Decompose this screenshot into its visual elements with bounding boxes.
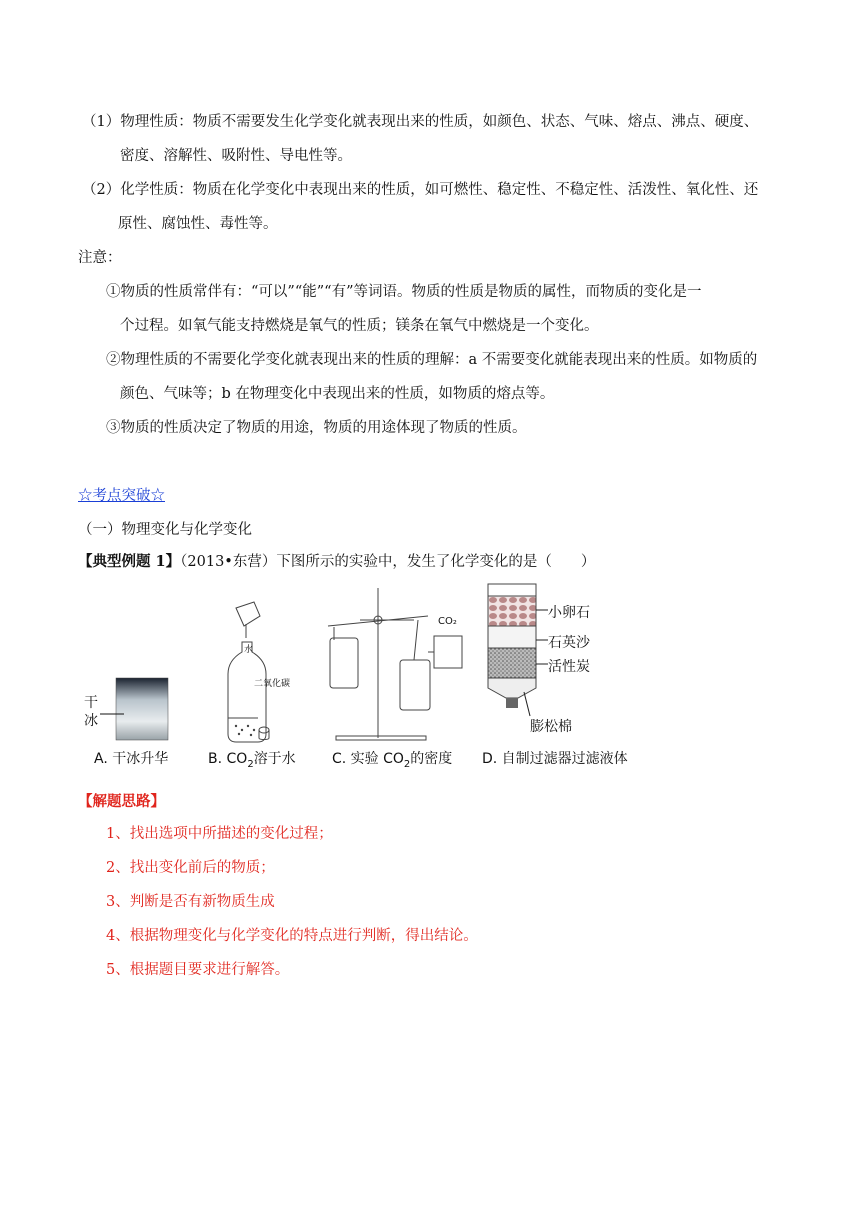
property-chemical-line2: 原性、腐蚀性、毒性等。 <box>118 216 278 232</box>
caption-d: D. 自制过滤器过滤液体 <box>482 751 628 767</box>
caption-b <box>208 748 296 770</box>
panel-c-balance <box>328 588 462 740</box>
caption-b-sub: 2 <box>247 758 254 770</box>
filter-layer-sand: 石英沙 <box>548 635 590 651</box>
panel-b-bottle <box>228 602 269 742</box>
note-3: ③物质的性质决定了物质的用途，物质的用途体现了物质的性质。 <box>106 420 527 436</box>
note-1-line1: ①物质的性质常伴有：“可以”“能”“有”等词语。物质的性质是物质的属性，而物质的变化是一 <box>106 284 702 300</box>
solution-title: 【解题思路】 <box>78 793 165 810</box>
example-label: 【典型例题 1】 <box>78 553 181 570</box>
panel-b-gas-label: 二氧化碳 <box>254 679 291 689</box>
property-physical-line1: （1）物理性质：物质不需要发生化学变化就表现出来的性质，如颜色、状态、气味、熔点、沸点、硬度、 <box>82 114 759 130</box>
panel-a-label-bottom: 冰 <box>84 713 98 729</box>
note-2-line1: ②物理性质的不需要化学变化就表现出来的性质的理解：a 不需要变化就能表现出来的性质。如物质的 <box>106 352 758 368</box>
note-1-line2: 个过程。如氧气能支持燃烧是氧气的性质；镁条在氧气中燃烧是一个变化。 <box>120 318 599 334</box>
experiment-figure <box>78 580 678 770</box>
caption-c-prefix: C. 实验 CO <box>332 751 404 767</box>
solution-step-3: 3、判断是否有新物质生成 <box>106 894 275 910</box>
panel-c-gas-label: CO₂ <box>438 616 457 627</box>
section-link[interactable]: ☆考点突破☆ <box>78 488 165 504</box>
caption-a: A. 干冰升华 <box>94 751 169 767</box>
filter-layer-pebbles: 小卵石 <box>548 605 590 621</box>
panel-a-label-top: 干 <box>84 695 98 711</box>
solution-step-2: 2、找出变化前后的物质； <box>106 860 275 876</box>
caption-c-suffix: 的密度 <box>410 751 453 767</box>
filter-layer-cotton: 膨松棉 <box>530 719 572 735</box>
caption-b-prefix: B. CO <box>208 751 248 767</box>
example-question <box>78 550 595 571</box>
example-text: （2013•东营）下图所示的实验中，发生了化学变化的是（ ） <box>180 554 596 570</box>
caption-c-sub: 2 <box>403 758 411 770</box>
solution-step-1: 1、找出选项中所描述的变化过程； <box>106 826 333 842</box>
property-chemical-line1: （2）化学性质：物质在化学变化中表现出来的性质，如可燃性、稳定性、不稳定性、活泼性、氧化性、还 <box>82 182 759 198</box>
panel-d-filter <box>488 584 548 716</box>
note-title: 注意： <box>78 250 122 266</box>
solution-step-4: 4、根据物理变化与化学变化的特点进行判断，得出结论。 <box>106 928 478 944</box>
caption-b-suffix: 溶于水 <box>253 751 296 767</box>
filter-layer-carbon: 活性炭 <box>548 659 590 675</box>
caption-c <box>332 748 452 770</box>
property-physical-line2: 密度、溶解性、吸附性、导电性等。 <box>120 148 352 164</box>
panel-a-dry-ice <box>100 678 168 740</box>
panel-b-water-label: 水 <box>244 645 254 655</box>
subsection-title: （一）物理变化与化学变化 <box>78 522 252 538</box>
note-2-line2: 颜色、气味等；b 在物理变化中表现出来的性质，如物质的熔点等。 <box>120 386 555 402</box>
solution-step-5: 5、根据题目要求进行解答。 <box>106 962 290 978</box>
